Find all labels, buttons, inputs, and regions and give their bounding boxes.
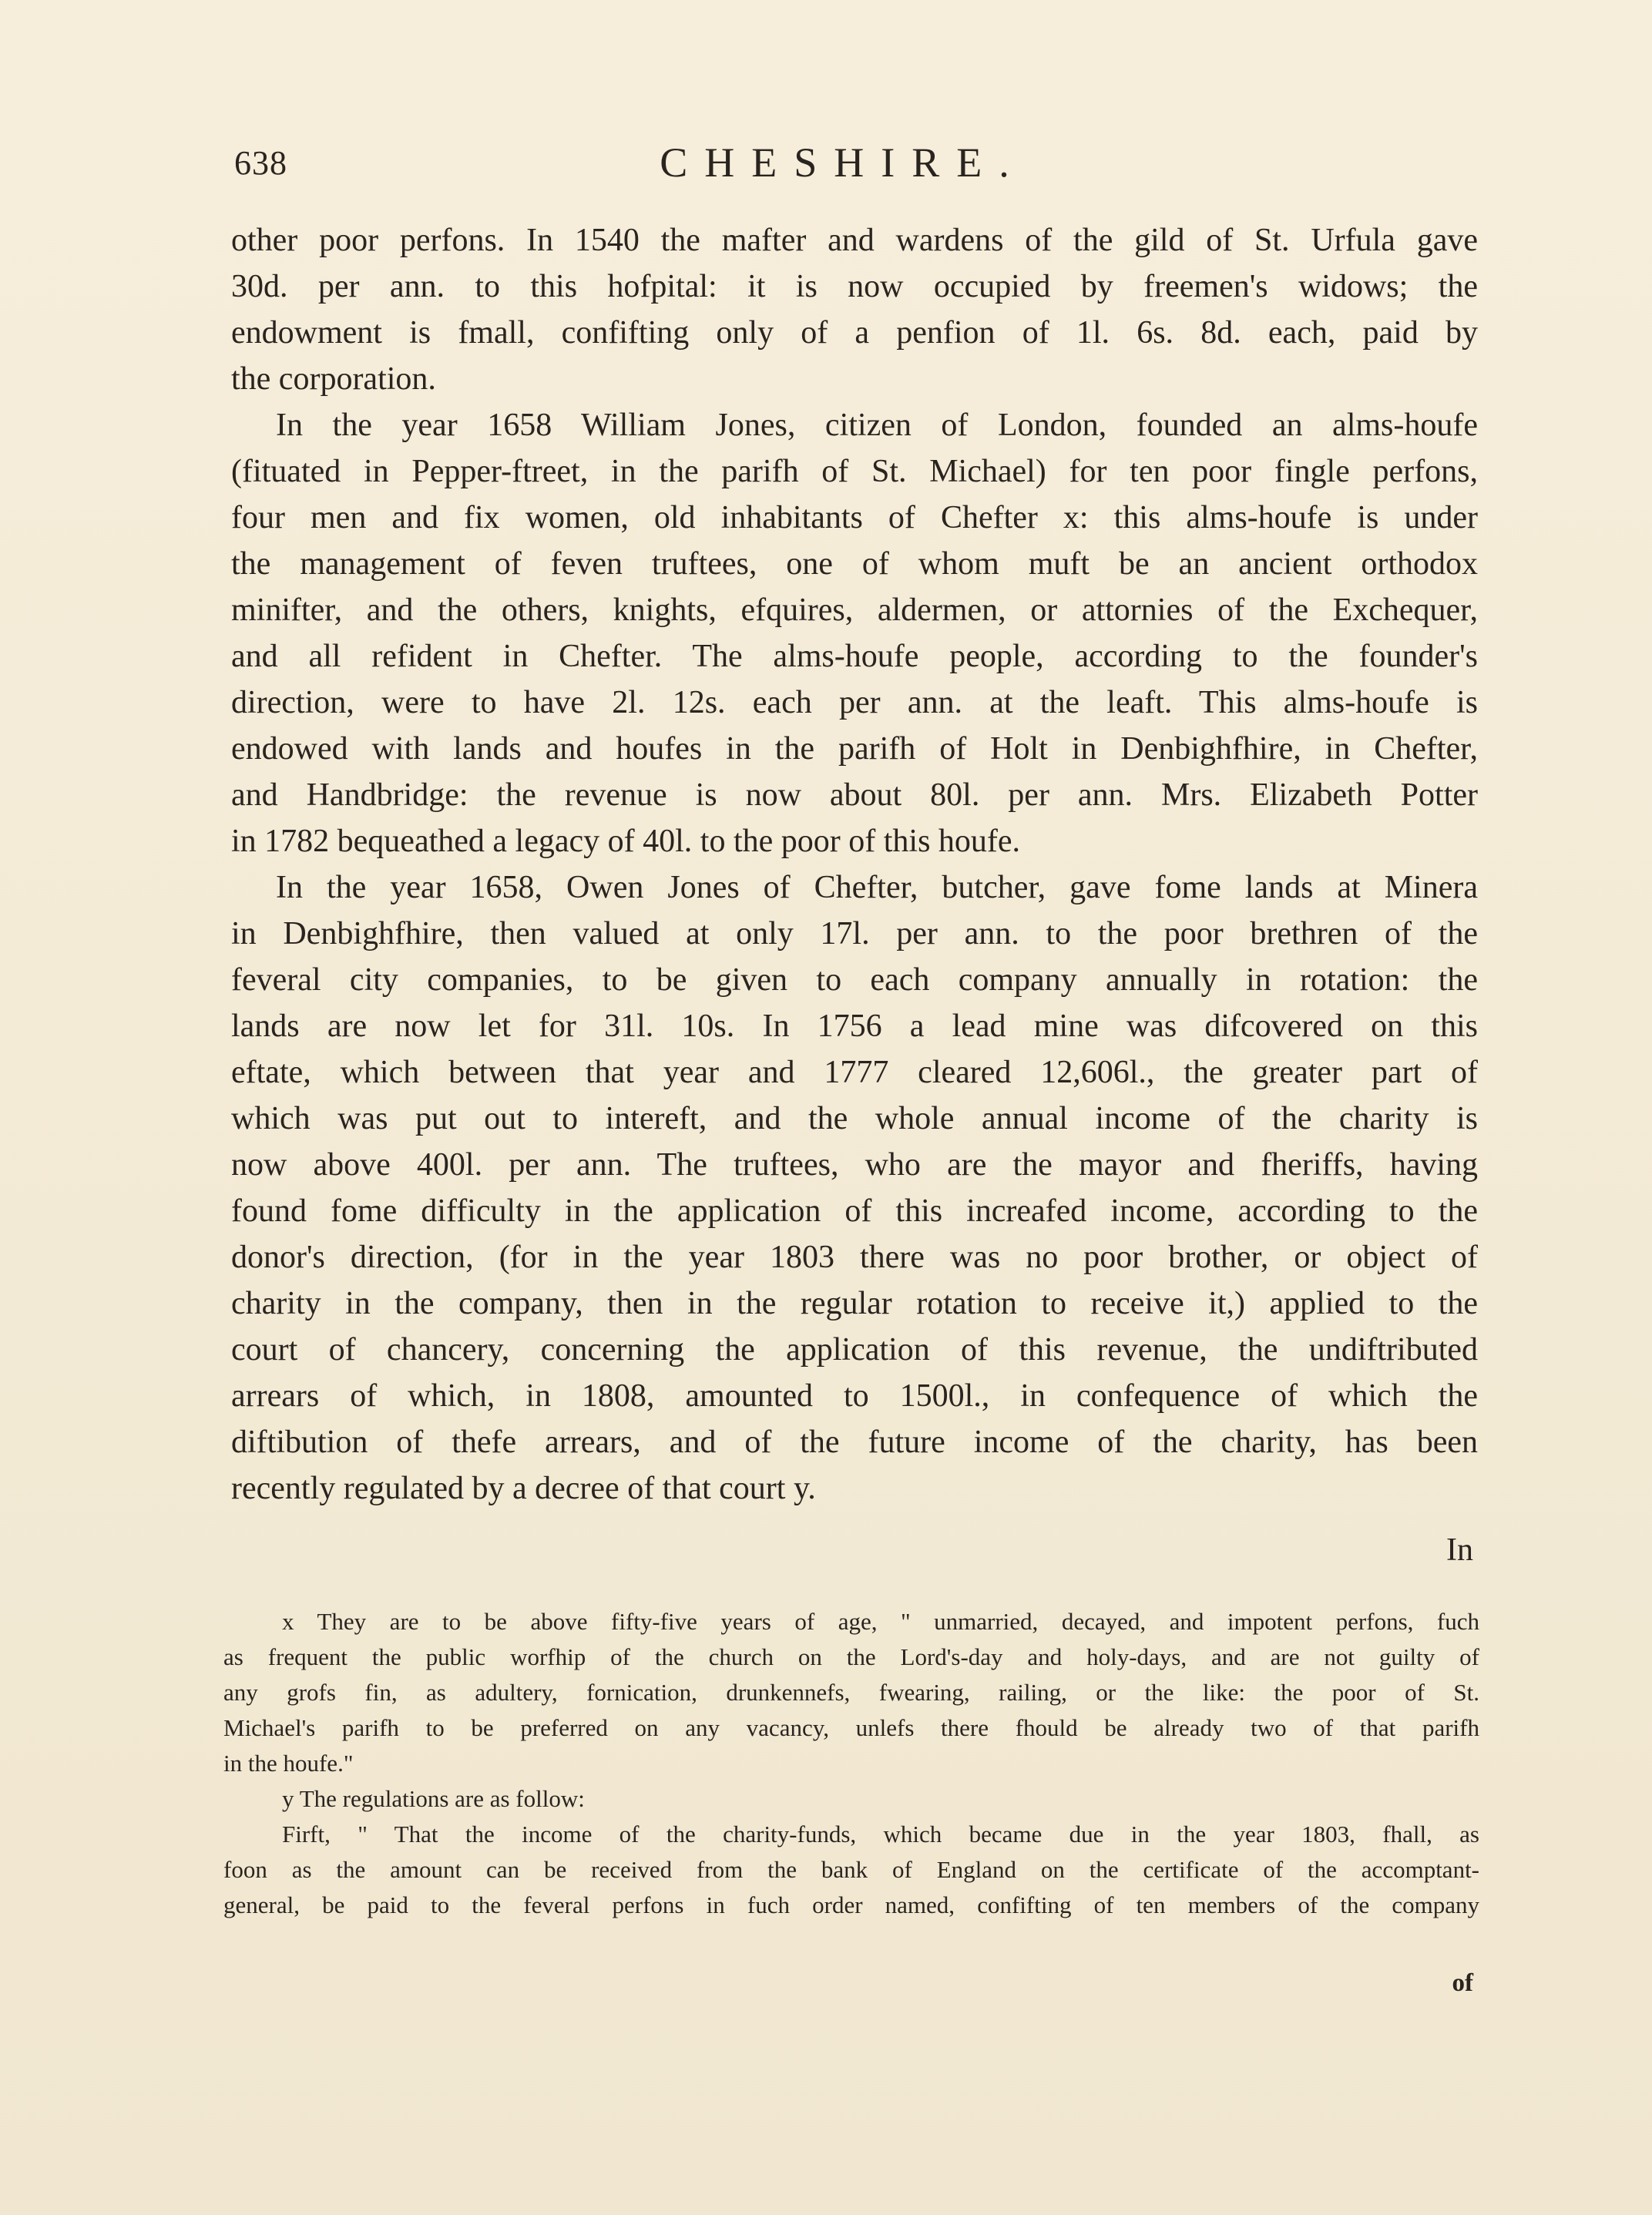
text-line: and Handbridge: the revenue is now about 80l. per ann. Mrs. Elizabeth Potter (231, 777, 1478, 813)
text-line: other poor perfons. In 1540 the mafter and wardens of the gild of St. Urfula gave (231, 223, 1478, 258)
footnote-line: y The regulations are as follow: (282, 1785, 585, 1812)
text-line: the management of feven truftees, one of whom muft be an ancient orthodox (231, 546, 1478, 582)
footnotes (223, 1604, 1479, 1923)
text-line: diftibution of thefe arrears, and of the future income of the charity, has been (231, 1425, 1478, 1460)
text-line: court of chancery, concerning the application of this revenue, the undiftributed (231, 1332, 1478, 1368)
footnote-line: Michael's parifh to be preferred on any vacancy, unlefs there fhould be already two of that parifh (223, 1714, 1479, 1741)
text-line: feveral city companies, to be given to each company annually in rotation: the (231, 962, 1478, 998)
text-line: In the year 1658, Owen Jones of Chefter, butcher, gave fome lands at Minera (276, 870, 1478, 905)
footnote-catchword: of (1452, 1969, 1473, 1997)
text-line: which was put out to intereft, and the whole annual income of the charity is (231, 1101, 1478, 1136)
text-line: direction, were to have 2l. 12s. each per ann. at the leaft. This alms-houfe is (231, 685, 1478, 720)
text-line: eftate, which between that year and 1777 cleared 12,606l., the greater part of (231, 1055, 1478, 1090)
footnote-line: x They are to be above fifty-five years of age, " unmarried, decayed, and impotent perfons, fuch (282, 1608, 1479, 1635)
footnote-line: general, be paid to the feveral perfons in fuch order named, confifting of ten members of the company (223, 1891, 1479, 1918)
text-line: charity in the company, then in the regular rotation to receive it,) applied to the (231, 1286, 1478, 1321)
text-line: minifter, and the others, knights, efquires, aldermen, or attornies of the Exchequer, (231, 592, 1478, 628)
text-line: endowment is fmall, confifting only of a penfion of 1l. 6s. 8d. each, paid by (231, 315, 1478, 351)
text-line: and all refident in Chefter. The alms-houfe people, according to the founder's (231, 639, 1478, 674)
running-title: CHESHIRE. (660, 139, 1026, 186)
text-line: donor's direction, (for in the year 1803 there was no poor brother, or object of (231, 1240, 1478, 1275)
footnote-line: any grofs fin, as adultery, fornication, drunkennefs, fwearing, railing, or the like: the poor of St. (223, 1679, 1479, 1706)
text-line: In the year 1658 William Jones, citizen of London, founded an alms-houfe (276, 408, 1478, 443)
footnote-line: in the houfe." (223, 1750, 354, 1777)
footnote-line: as frequent the public worfhip of the church on the Lord's-day and holy-days, and are not guilty of (223, 1643, 1479, 1670)
text-line: found fome difficulty in the application of this increafed income, according to the (231, 1193, 1478, 1229)
text-line: arrears of which, in 1808, amounted to 1500l., in confequence of which the (231, 1378, 1478, 1414)
catchword: In (1446, 1532, 1473, 1568)
footnote-line: foon as the amount can be received from the bank of England on the certificate of the accomptant- (223, 1856, 1479, 1883)
text-line: in Denbighfhire, then valued at only 17l. per ann. to the poor brethren of the (231, 916, 1478, 951)
text-line: in 1782 bequeathed a legacy of 40l. to the poor of this houfe. (231, 824, 1021, 859)
text-line: recently regulated by a decree of that court y. (231, 1471, 816, 1506)
text-line: endowed with lands and houfes in the parifh of Holt in Denbighfhire, in Chefter, (231, 731, 1478, 767)
page-number: 638 (234, 144, 287, 182)
text-line: lands are now let for 31l. 10s. In 1756 a lead mine was difcovered on this (231, 1008, 1478, 1044)
text-line: now above 400l. per ann. The truftees, who are the mayor and fheriffs, having (231, 1147, 1478, 1183)
text-line: (fituated in Pepper-ftreet, in the parifh of St. Michael) for ten poor fingle perfons, (231, 454, 1478, 489)
text-line: the corporation. (231, 361, 436, 397)
text-line: 30d. per ann. to this hofpital: it is now occupied by freemen's widows; the (231, 269, 1478, 304)
main-text (231, 217, 1478, 1512)
footnote-line: Firft, " That the income of the charity-funds, which became due in the year 1803, fhall, as (282, 1821, 1479, 1848)
text-line: four men and fix women, old inhabitants of Chefter x: this alms-houfe is under (231, 500, 1478, 535)
